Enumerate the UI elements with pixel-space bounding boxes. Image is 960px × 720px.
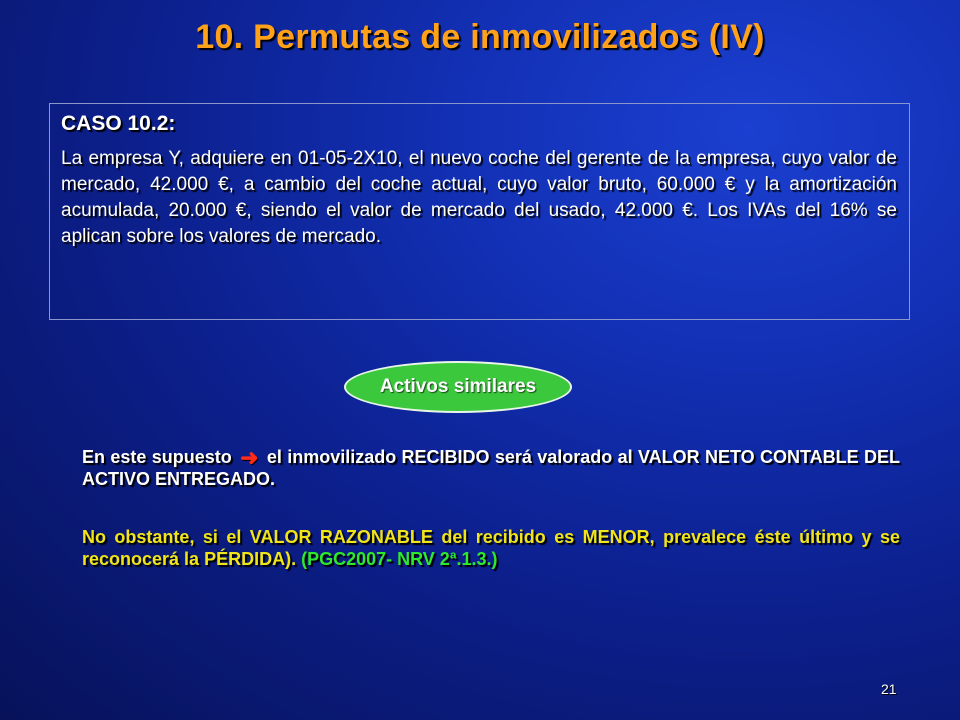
right-arrow-icon: ➜: [240, 445, 259, 470]
regulation-reference: (PGC2007- NRV 2ª.1.3.): [301, 549, 498, 569]
exception-text: No obstante, si el VALOR RAZONABLE del recibido es MENOR, prevalece éste último y se reconocerá la PÉRDIDA).: [82, 527, 900, 569]
case-text: La empresa Y, adquiere en 01-05-2X10, el nuevo coche del gerente de la empresa, cuyo valor de mercado, 42.000 €, a cambio del coche actual, cuyo valor bruto, 60.000 € y la amortización acumulada, 20.000 €, siendo el valor de mercado del usado, 42.000 €. Los IVAs del 16% se aplican sobre los valores de mercado.: [61, 148, 897, 247]
slide-title: 10. Permutas de inmovilizados (IV): [195, 18, 765, 56]
exception-paragraph: [82, 526, 900, 570]
page-number: 21: [881, 681, 897, 697]
paragraph-intro: En este supuesto: [82, 447, 232, 467]
valuation-paragraph: [82, 446, 900, 490]
paragraph-rule: el inmovilizado RECIBIDO será valorado al VALOR NETO CONTABLE DEL ACTIVO ENTREGADO.: [82, 447, 900, 489]
case-box: [49, 103, 910, 320]
case-title: CASO 10.2:: [61, 112, 176, 135]
activos-similares-badge: Activos similares: [344, 361, 572, 413]
